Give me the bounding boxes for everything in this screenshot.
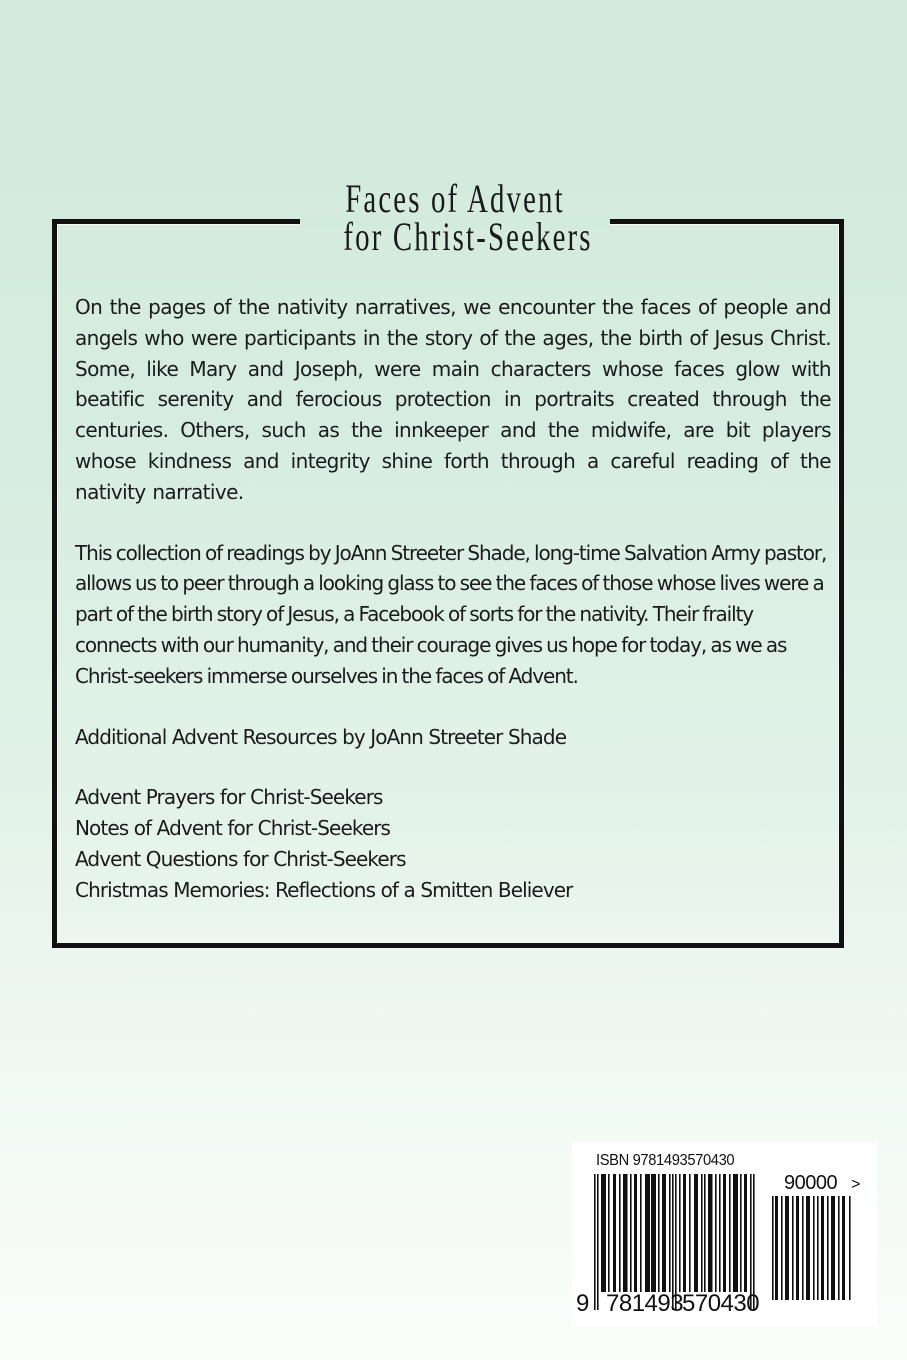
barcode-digits xyxy=(576,1290,766,1320)
description-paragraph-2: This collection of readings by JoAnn Streeter Shade, long-time Salvation Army pastor, allows us to peer through a looking glass to see the faces of those whose lives were a part of the birth story of Jesus, a Facebook of sorts for the nativity. Their frailty connects with our humanity, and their courage gives us hope for today, as we as Christ-seekers immerse ourselves in the faces of Advent. xyxy=(75,540,827,688)
barcode-digits-right: 570430 xyxy=(682,1290,760,1317)
resources-list xyxy=(75,782,831,905)
addon-bars-icon xyxy=(770,1196,856,1300)
isbn-label: ISBN 9781493570430 xyxy=(596,1152,735,1169)
book-title xyxy=(300,176,610,259)
description-paragraph-1: On the pages of the nativity narratives, we encounter the faces of people and angels who were participants in the story of the ages, the birth of Jesus Christ. Some, like Mary and Joseph, were main characters whose faces glow with beatific serenity and ferocious protection in portraits created through the centuries. Others, such as the innkeeper and the midwife, are bit players whose kindness and integrity shine forth through a careful reading of the nativity narrative. xyxy=(75,295,831,504)
resource-item: Advent Questions for Christ-Seekers xyxy=(75,846,406,871)
resource-item: Notes of Advent for Christ-Seekers xyxy=(75,816,391,841)
isbn-barcode xyxy=(572,1142,877,1326)
price-code xyxy=(784,1172,860,1195)
back-cover-content xyxy=(75,292,831,906)
title-line-1: Faces of Advent xyxy=(345,176,565,221)
title-line-2: for Christ-Seekers xyxy=(343,214,593,259)
resource-item: Advent Prayers for Christ-Seekers xyxy=(75,785,383,810)
resources-heading: Additional Advent Resources by JoAnn Streeter Shade xyxy=(75,724,567,749)
price-code-value: 90000 xyxy=(784,1172,838,1194)
barcode-digit-first: 9 xyxy=(576,1290,590,1317)
resource-item: Christmas Memories: Reflections of a Smitten Believer xyxy=(75,877,573,902)
barcode-digits-left: 781493 xyxy=(606,1290,684,1317)
price-arrow-icon: > xyxy=(851,1176,860,1193)
